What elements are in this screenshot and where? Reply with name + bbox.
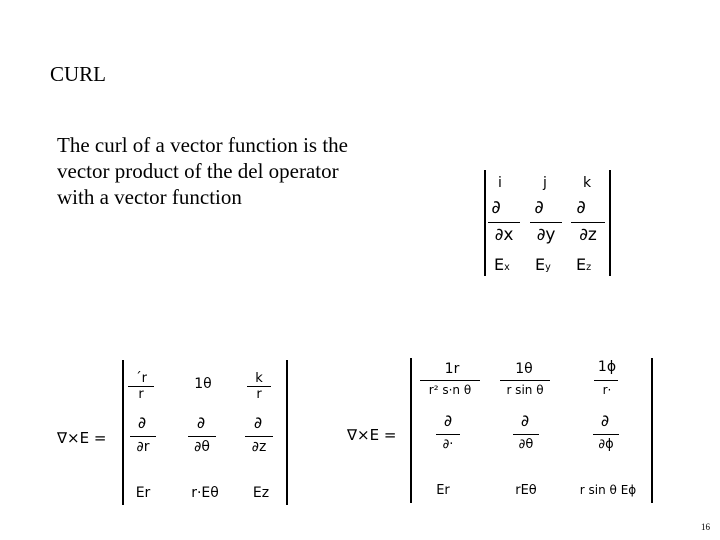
- unit-vector-i: i: [498, 175, 502, 191]
- determinant-right-bar: [286, 360, 288, 505]
- fraction-bar: [130, 436, 156, 437]
- component-ez: Ez: [252, 485, 270, 501]
- determinant-right-bar: [609, 170, 611, 276]
- unit-vector: k: [255, 371, 263, 386]
- intro-line: with a vector function: [57, 185, 242, 209]
- fraction-bar: [245, 436, 273, 437]
- partial-z: ∂z: [251, 439, 267, 455]
- partial-symbol: ∂: [520, 411, 530, 430]
- fraction-bar: [571, 222, 605, 223]
- fraction-bar: [593, 434, 619, 435]
- fraction-bar: [188, 436, 216, 437]
- unit-vector-denominator: r: [138, 387, 144, 402]
- page-number: 16: [701, 522, 710, 532]
- partial-r: ∂r: [136, 439, 150, 455]
- fraction-bar: [500, 380, 550, 381]
- fraction-bar: [420, 380, 480, 381]
- partial-symbol: ∂: [491, 197, 501, 218]
- unit-vector-denominator: r sin θ: [506, 383, 544, 397]
- component-er: Er: [135, 485, 151, 501]
- partial-z: ∂z: [579, 225, 597, 245]
- fraction-bar: [436, 434, 460, 435]
- intro-line: vector product of the del operator: [57, 159, 339, 183]
- unit-vector-denominator: r·: [602, 383, 612, 397]
- partial-symbol: ∂: [600, 411, 610, 430]
- partial-symbol: ∂: [137, 413, 147, 432]
- component-ez: Ez: [576, 255, 592, 274]
- component-ex: Ex: [494, 255, 510, 274]
- determinant-left-bar: [122, 360, 124, 505]
- partial-symbol: ∂: [253, 413, 263, 432]
- fraction-bar: [488, 222, 520, 223]
- unit-vector-k: k: [582, 175, 592, 191]
- partial-symbol: ∂: [534, 197, 544, 218]
- partial-symbol: ∂: [443, 411, 453, 430]
- component-ey: Ey: [535, 255, 551, 274]
- intro-text: [57, 132, 417, 210]
- component-r-etheta: r·Eθ: [191, 485, 219, 501]
- fraction-bar: [594, 380, 618, 381]
- curl-lhs: ∇×E =: [347, 426, 397, 444]
- partial-phi: ∂ϕ: [598, 437, 614, 452]
- determinant-right-bar: [651, 358, 653, 503]
- unit-vector: 1r: [444, 361, 460, 377]
- unit-vector: 1θ: [194, 376, 212, 392]
- partial-theta: ∂θ: [518, 437, 534, 452]
- determinant-left-bar: [484, 170, 486, 276]
- unit-vector: ´r: [135, 371, 147, 386]
- partial-x: ∂x: [494, 225, 514, 245]
- partial-symbol: ∂: [576, 197, 586, 218]
- partial-r: ∂·: [442, 437, 454, 452]
- determinant-left-bar: [410, 358, 412, 503]
- component-r-etheta: rEθ: [515, 483, 537, 498]
- intro-line: The curl of a vector function is the: [57, 133, 348, 157]
- curl-lhs: ∇×E =: [57, 429, 107, 447]
- partial-symbol: ∂: [196, 413, 206, 432]
- partial-y: ∂y: [536, 225, 556, 245]
- unit-vector: 1θ: [515, 361, 533, 377]
- fraction-bar: [530, 222, 562, 223]
- partial-theta: ∂θ: [194, 439, 210, 455]
- unit-vector-denominator: r: [256, 387, 262, 402]
- component-er: Er: [436, 483, 450, 498]
- slide-title: CURL: [50, 62, 107, 86]
- unit-vector-denominator: r² s·n θ: [428, 383, 472, 397]
- fraction-bar: [513, 434, 539, 435]
- component-r-sin-theta-ephi: r sin θ Eϕ: [579, 483, 637, 497]
- unit-vector-j: j: [543, 175, 547, 191]
- unit-vector: 1ϕ: [597, 359, 617, 375]
